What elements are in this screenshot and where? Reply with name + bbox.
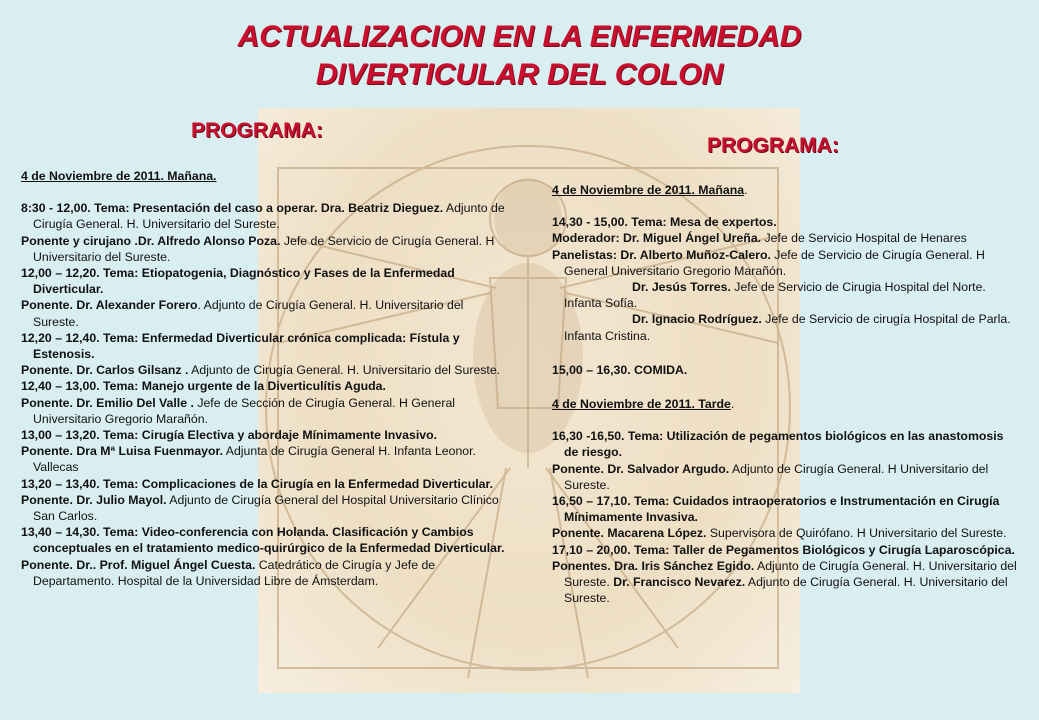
program-item	[21, 200, 507, 232]
program-item	[552, 493, 1018, 525]
program-item	[552, 279, 1018, 311]
program-item-bold: 13,20 – 13,40. Tema: Complicaciones de la Cirugía en la Enfermedad Diverticular.	[21, 476, 494, 491]
program-item	[21, 378, 507, 394]
experts-panel-list	[552, 214, 1018, 344]
program-item	[552, 558, 1018, 607]
program-item-detail: Catedrático de Cirugía y Jefe de Departamento. Hospital de la Universidad Libre de Ámsterdam.	[33, 557, 436, 588]
program-item-detail: Adjunto de Cirugía General. H. Universitario del Sureste.	[33, 201, 505, 232]
program-item-bold: Moderador: Dr. Miguel Ángel Ureña.	[552, 231, 762, 246]
program-item-bold: Dr. Ignacio Rodríguez.	[632, 312, 762, 327]
program-item	[552, 247, 1018, 279]
program-item-bold: Ponente. Dr. Julio Mayol.	[21, 492, 167, 507]
program-item-detail: Adjunto de Cirugía General. H. Universitario del Sureste.	[564, 575, 1008, 606]
program-item	[21, 362, 507, 378]
program-item-detail: . Adjunto de Cirugía General. H. Universitario del Sureste.	[33, 298, 464, 329]
program-item-detail: Jefe de Servicio de Cirugia Hospital del Norte. Infanta Sofía.	[564, 280, 986, 311]
program-item	[21, 476, 507, 492]
program-item-bold: Dr. Jesús Torres.	[632, 280, 731, 295]
program-item-bold: 8:30 - 12,00. Tema: Presentación del caso a operar. Dra. Beatriz Dieguez.	[21, 201, 444, 216]
program-item-detail: Supervisora de Quirófano. H Universitario del Sureste.	[706, 526, 1007, 541]
title-line-1: ACTUALIZACION EN LA ENFERMEDAD	[237, 20, 802, 53]
program-item-bold: Ponente. Dr. Carlos Gilsanz .	[21, 363, 189, 378]
right-program-column	[552, 182, 1018, 606]
program-item	[552, 428, 1018, 460]
right-program-heading: PROGRAMA:	[707, 134, 839, 157]
program-item-detail: Adjunto de Cirugía General. H. Universitario del Sureste.	[188, 363, 501, 378]
program-item-bold: 13,00 – 13,20. Tema: Cirugía Electiva y abordaje Mínimamente Invasivo.	[21, 428, 437, 443]
program-item	[552, 230, 1018, 246]
right-date-afternoon: 4 de Noviembre de 2011. Tarde.	[552, 397, 735, 412]
program-item-detail: Jefe de Sección de Cirugía General. H General Universitario Gregorio Marañón.	[33, 395, 456, 426]
program-item-bold: 17,10 – 20,00. Tema: Taller de Pegamentos Biológicos y Cirugía Laparoscópica.	[552, 542, 1015, 557]
program-item-bold: Ponente y cirujano .Dr. Alfredo Alonso Poza.	[21, 233, 281, 248]
program-item-bold: 14,30 - 15,00. Tema: Mesa de expertos.	[552, 215, 777, 230]
program-item-detail: Jefe de Servicio de Cirugía General. H General Universitario Gregorio Marañón.	[564, 247, 985, 278]
left-program-heading: PROGRAMA:	[191, 119, 323, 142]
program-item-bold: 12,20 – 12,40. Tema: Enfermedad Diverticular crónica complicada: Fístula y Estenosis.	[21, 330, 460, 362]
program-item-bold: Ponente. Dr.. Prof. Miguel Ángel Cuesta.	[21, 557, 256, 572]
program-item	[21, 395, 507, 427]
program-item-bold: 16,30 -16,50. Tema: Utilización de pegamentos biológicos en las anastomosis de riesgo.	[552, 429, 1004, 460]
program-item-bold: Ponente. Dr. Salvador Argudo.	[552, 461, 730, 476]
program-item-bold: Ponente. Dr. Emilio Del Valle .	[21, 395, 194, 410]
program-item-bold: 12,00 – 12,20. Tema: Etiopatogenia, Diagnóstico y Fases de la Enfermedad Diverticular.	[21, 266, 455, 297]
program-item-bold: 13,40 – 14,30. Tema: Video-conferencia con Holanda. Clasificación y Cambios conceptuales en el tratamiento medico-quirúrgico de la Enfermedad Diverticular.	[21, 525, 505, 556]
program-item	[21, 524, 507, 556]
program-item	[21, 265, 507, 297]
program-item	[21, 233, 507, 265]
program-item-bold: Dr. Francisco Nevarez.	[609, 575, 746, 590]
program-item	[552, 461, 1018, 493]
program-item-detail: Adjunto de Cirugía General. H Universitario del Sureste.	[564, 461, 989, 492]
program-item	[21, 443, 507, 475]
program-item	[21, 427, 507, 443]
program-item-bold: Ponente. Dra Mª Luisa Fuenmayor.	[21, 444, 224, 459]
program-item-bold: 16,50 – 17,10. Tema: Cuidados intraoperatorios e Instrumentación en Cirugía Mínimamente Invasiva.	[552, 494, 1000, 525]
left-date: 4 de Noviembre de 2011. Mañana.	[21, 169, 217, 183]
program-item-bold: Panelistas: Dr. Alberto Muñoz-Calero.	[552, 247, 771, 262]
program-item	[552, 525, 1018, 541]
title-line-2: DIVERTICULAR DEL COLON	[315, 58, 724, 91]
program-item-bold: Ponente. Dr. Alexander Forero	[21, 298, 198, 313]
left-program-list	[21, 200, 507, 589]
program-item-detail: Jefe de Servicio de cirugía Hospital de Parla. Infanta Cristina.	[564, 312, 1011, 343]
program-item	[21, 297, 507, 329]
program-item-detail: Adjunta de Cirugía General H. Infanta Leonor. Vallecas	[33, 444, 476, 475]
program-item-detail: Adjunto de Cirugía General. H. Universitario del Sureste.	[564, 558, 1017, 590]
program-item	[21, 330, 507, 362]
program-item	[21, 492, 507, 524]
program-item	[552, 214, 1018, 230]
program-item-bold: 12,40 – 13,00. Tema: Manejo urgente de la Diverticulítis Aguda.	[21, 379, 386, 394]
lunch-line: 15,00 – 16,30. COMIDA.	[552, 362, 688, 377]
program-item	[552, 311, 1018, 343]
program-item-detail: Adjunto de Cirugía General del Hospital Universitario Clínico San Carlos.	[33, 492, 499, 524]
program-item-bold: Ponente. Macarena López.	[552, 526, 707, 541]
afternoon-program-list	[552, 428, 1018, 606]
program-item	[21, 557, 507, 589]
right-date-morning: 4 de Noviembre de 2011. Mañana.	[552, 183, 748, 197]
left-program-column	[21, 168, 507, 589]
program-item-detail: Jefe de Servicio de Cirugía General. H Universitario del Sureste.	[33, 233, 495, 264]
program-item-bold: Ponentes. Dra. Iris Sánchez Egido.	[552, 558, 755, 573]
program-item	[552, 542, 1018, 558]
program-item-detail: Jefe de Servicio Hospital de Henares	[761, 231, 967, 246]
